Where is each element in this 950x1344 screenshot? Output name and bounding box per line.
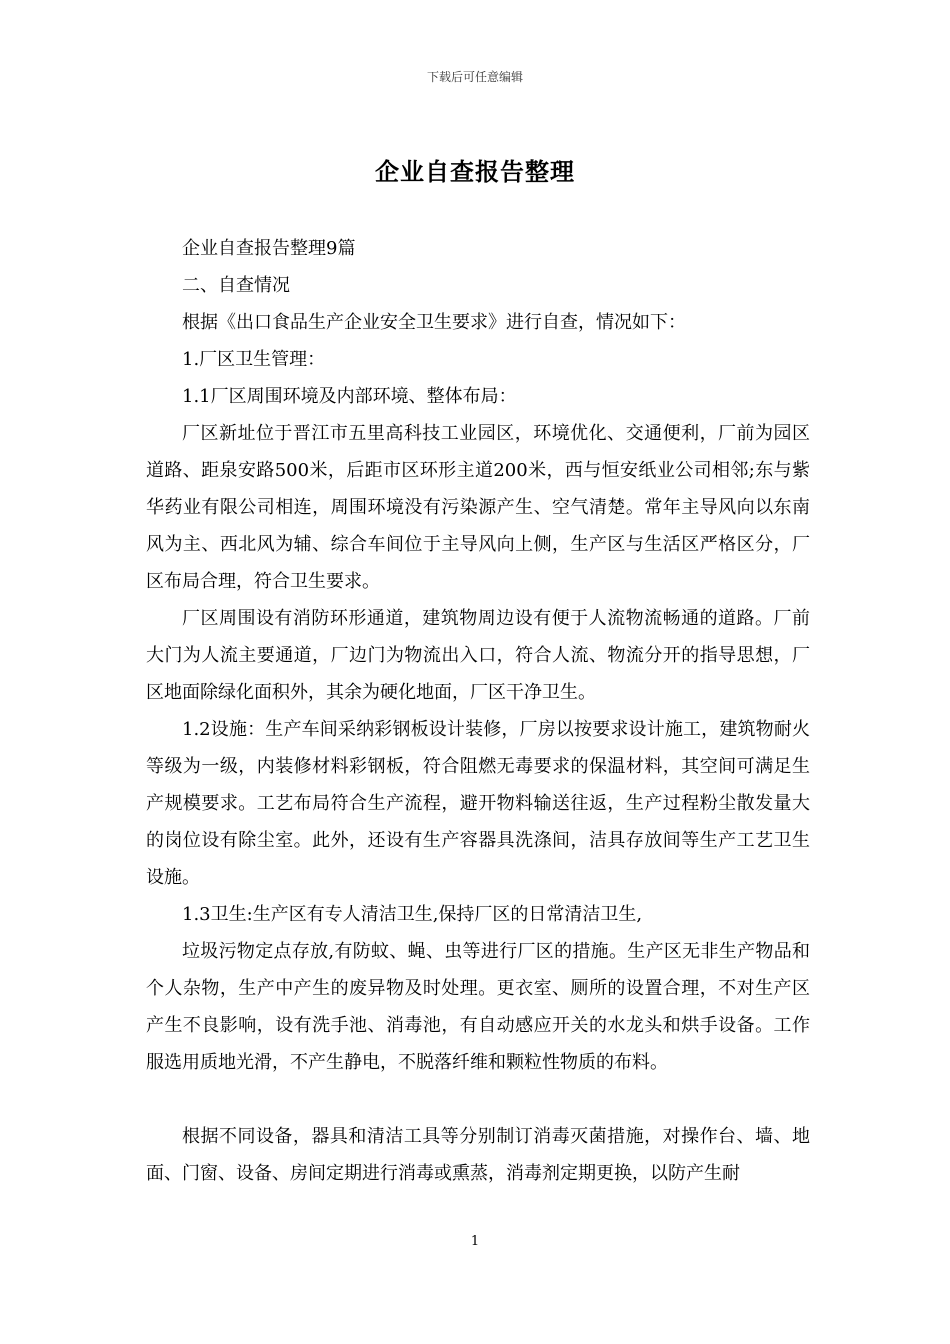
- header-note: 下载后可任意编辑: [426, 70, 523, 84]
- paragraph: 垃圾污物定点存放,有防蚊、蝇、虫等进行厂区的措施。生产区无非生产物品和个人杂物，生产中产生的废异物及时处理。更衣室、厕所的设置合理，不对生产区产生不良影响，设有洗手池、消毒池，有自动感应开关的水龙头和烘手设备。工作服选用质地光滑，不产生静电，不脱落纤维和颗粒性物质的布料。: [146, 941, 810, 1073]
- document-body: [146, 230, 810, 1192]
- paragraph: 二、自查情况: [182, 275, 290, 296]
- page-number: 1: [470, 1234, 480, 1249]
- paragraph: 厂区周围设有消防环形通道，建筑物周边设有便于人流物流畅通的道路。厂前大门为人流主要通道，厂边门为物流出入口，符合人流、物流分开的指导思想，厂区地面除绿化面积外，其余为硬化地面，厂区干净卫生。: [146, 608, 810, 703]
- paragraph: 企业自查报告整理9篇: [182, 238, 356, 259]
- document-title: 企业自查报告整理: [375, 157, 575, 186]
- paragraph: 厂区新址位于晋江市五里高科技工业园区，环境优化、交通便利，厂前为园区道路、距泉安路500米，后距市区环形主道200米，西与恒安纸业公司相邻;东与紫华药业有限公司相连，周围环境没有污染源产生、空气清楚。常年主导风向以东南风为主、西北风为辅、综合车间位于主导风向上侧，生产区与生活区严格区分，厂区布局合理，符合卫生要求。: [146, 423, 810, 592]
- paragraph: 根据不同设备，器具和清洁工具等分别制订消毒灭菌措施，对操作台、墙、地面、门窗、设备、房间定期进行消毒或熏蒸，消毒剂定期更换，以防产生耐: [146, 1126, 810, 1184]
- paragraph: 1.1厂区周围环境及内部环境、整体布局：: [182, 386, 517, 407]
- paragraph: 1.厂区卫生管理：: [182, 349, 326, 370]
- paragraph: 1.2设施：生产车间采纳彩钢板设计装修，厂房以按要求设计施工，建筑物耐火等级为一级，内装修材料彩钢板，符合阻燃无毒要求的保温材料，其空间可满足生产规模要求。工艺布局符合生产流程，避开物料输送往返，生产过程粉尘散发量大的岗位设有除尘室。此外，还设有生产容器具洗涤间，洁具存放间等生产工艺卫生设施。: [146, 719, 810, 888]
- paragraph: 1.3卫生:生产区有专人清洁卫生,保持厂区的日常清洁卫生,: [182, 904, 643, 925]
- paragraph: 根据《出口食品生产企业安全卫生要求》进行自查，情况如下：: [182, 312, 686, 333]
